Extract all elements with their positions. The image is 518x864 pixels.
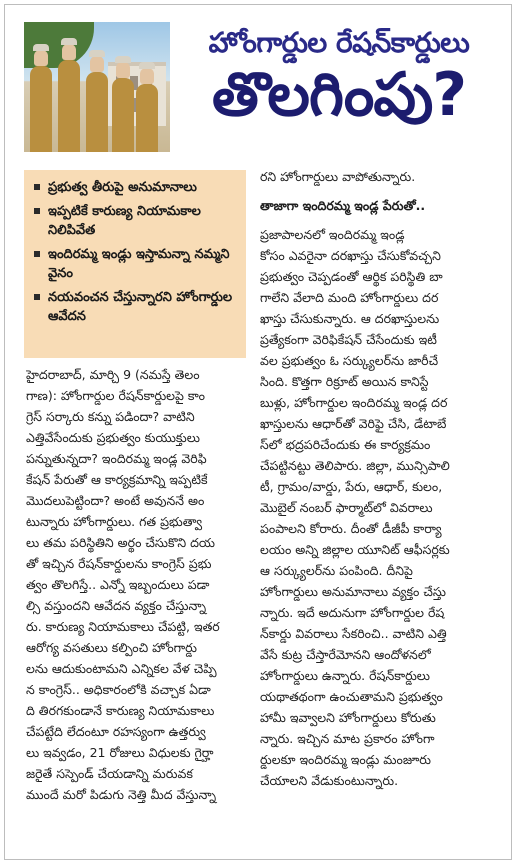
- text-line: త్వం తొలగిస్తే.. ఎన్నో ఇబ్బందులు పడా: [26, 577, 210, 592]
- text-line: వల ప్రభుత్వం ఓ సర్క్యులర్‌ను జారీచే: [260, 353, 439, 368]
- text-line: రు. కారుణ్య నియామకాలు చేపట్టి, ఇతర: [26, 619, 220, 634]
- text-line: స్‌లో భద్రపరిచేందుకు ఈ కార్యక్రమం: [260, 437, 431, 452]
- text-line: ది తిరగకుండానే కారుణ్య నియామకాలు: [26, 703, 215, 718]
- text-line: మొబైల్ నంబర్ ఫార్మాట్‌లో వివరాలు: [260, 500, 433, 515]
- section-subheading: తాజాగా ఇందిరమ్మ ఇండ్ల పేరుతో..: [260, 198, 426, 213]
- text-line: ప్రభుత్వం చెప్పడంతో ఆర్థిక పరిస్థితి బా: [260, 269, 443, 284]
- text-line: హోంగార్డులు ఉన్నారు. రేషన్‌కార్డులు: [260, 668, 430, 683]
- text-line: ఖాస్తు చేసుకున్నారు. ఆ దరఖాస్తులను: [260, 311, 440, 326]
- text-line: గాలేని వేలాది మంది హోంగార్డులు దర: [260, 290, 439, 305]
- headline-line-1: హోంగార్డుల రేషన్‌కార్డులు: [208, 26, 470, 59]
- text-line: న్‌కార్డు వివరాలు సేకరించి.. వాటిని ఎత్తి: [260, 626, 447, 641]
- text-line: కోసం ఎవరైనా దరఖాస్తు చేసుకోవచ్చని: [260, 248, 441, 263]
- highlight-item: [34, 178, 238, 197]
- article-column-left: [26, 364, 244, 805]
- home-guards-photo: [24, 22, 170, 152]
- photo-guard: [112, 78, 134, 152]
- bullet-square-icon: [34, 251, 40, 257]
- text-line: లను ఆదుకుంటామని ఎన్నికల వేళ చెప్పి: [26, 661, 217, 676]
- text-line: బుళ్లు, హోంగార్డుల ఇందిరమ్మ ఇండ్ల దర: [260, 395, 448, 410]
- text-line: చేపట్టేది లేదంటూ రహస్యంగా ఉత్తర్వు: [26, 724, 206, 739]
- text-line: తో ఇచ్చిన రేషన్‌కార్డులను కాంగ్రెస్ ప్రభు: [26, 556, 212, 571]
- text-line: మొదలుపెట్టిందా? అంటే అవుననే అం: [26, 493, 205, 508]
- highlight-text: ఇప్పటికే కారుణ్య నియామకాల నిలిపివేత: [48, 204, 201, 238]
- text-line: లయం అన్ని జిల్లాల యూనిట్ ఆఫీసర్లకు: [260, 542, 450, 557]
- text-line: ప్రజాపాలనలో ఇందిరమ్మ ఇండ్ల: [260, 227, 405, 242]
- text-line: ఆ సర్క్యులర్‌ను పంపింది. దీనిపై: [260, 563, 413, 578]
- highlight-item: [34, 288, 238, 326]
- text-line: హైదరాబాద్, మార్చి 9 (నమస్తే తెలం: [26, 367, 200, 382]
- text-line: టీ, గ్రామం/వార్డు, పేరు, ఆధార్, కులం,: [260, 479, 443, 494]
- text-line: జరైతే సస్పెండ్ చేయడాన్ని మరువక: [26, 766, 193, 781]
- highlight-text: నయవంచన చేస్తున్నారని హోంగార్డుల ఆవేదన: [48, 290, 233, 324]
- text-line: వేసే కుట్ర చేస్తారేమోనని ఆందోళనలో: [260, 647, 431, 662]
- text-line: న కాంగ్రెస్.. అధికారంలోకి వచ్చాక ఏడా: [26, 682, 211, 697]
- text-line: ఆరోగ్య వసతులు కల్పించి హోంగార్డు: [26, 640, 197, 655]
- photo-guard: [58, 60, 80, 152]
- text-line: రని హోంగార్డులు వాపోతున్నారు.: [260, 169, 416, 184]
- highlight-item: [34, 245, 238, 283]
- text-line: టున్నారు హోంగార్డులు. గత ప్రభుత్వా: [26, 514, 203, 529]
- text-line: చేపట్టినట్టు తెలిపారు. జిల్లా, మున్సిపాలి: [260, 458, 450, 473]
- text-line: గాణ): హోంగార్డుల రేషన్‌కార్డులపై కాం: [26, 388, 205, 403]
- text-line: లు ఇవ్వడం, 21 రోజులు విధులకు గైర్హా: [26, 745, 214, 760]
- text-line: యథాతథంగా ఉంచుతామని ప్రభుత్వం: [260, 689, 443, 704]
- text-line: ఎత్తివేసేందుకు ప్రభుత్వం కుయుక్తులు: [26, 430, 200, 445]
- text-line: న్నారు. ఇచ్చిన మాట ప్రకారం హోంగా: [260, 731, 435, 746]
- text-line: కేషన్ పేరుతో ఆ కార్యక్రమాన్ని ఇప్పటికే: [26, 472, 208, 487]
- highlight-text: ప్రభుత్వ తీరుపై అనుమానాలు: [48, 180, 197, 195]
- text-line: లు తమ పరిస్థితిని అర్థం చేసుకొని దయ: [26, 535, 215, 550]
- text-line: గ్రెస్ సర్కారు కన్ను పడిందా? వాటిని: [26, 409, 195, 424]
- text-line: న్నారు. ఇదే అదునుగా హోంగార్డుల రేష: [260, 605, 445, 620]
- photo-guard: [136, 84, 158, 152]
- bullet-square-icon: [34, 294, 40, 300]
- text-line: సింది. కొత్తగా రిక్రూట్ అయిన కానిస్టే: [260, 374, 429, 389]
- photo-guard: [30, 66, 52, 152]
- text-line: ర్డులకూ ఇందిరమ్మ ఇండ్లు మంజూరు: [260, 752, 431, 767]
- text-line: ప్రత్యేకంగా వెరిఫికేషన్ చేసేందుకు ఇటీ: [260, 332, 437, 347]
- article-column-right: [260, 166, 500, 791]
- headline-line-2: తొలగింపు?: [211, 60, 467, 130]
- photo-guard: [86, 72, 108, 152]
- bullet-square-icon: [34, 208, 40, 214]
- highlight-text: ఇందిరమ్మ ఇండ్లు ఇస్తామన్నా నమ్మని వైనం: [48, 247, 230, 281]
- text-line: ఖాస్తులను ఆధార్‌తో వెరిఫై చేసి, డేటాబే: [260, 416, 447, 431]
- text-line: పన్నుతున్నదా? ఇందిరమ్మ ఇండ్ల వెరిఫి: [26, 451, 207, 466]
- text-line: హామీ ఇవ్వాలని హోంగార్డులు కోరుతు: [260, 710, 436, 725]
- text-line: ముందే మరో పిడుగు నెత్తి మీద వేస్తున్నా: [26, 787, 217, 802]
- highlights-box: [24, 170, 246, 358]
- text-line: హోంగార్డులు అనుమానాలు వ్యక్తం చేస్తు: [260, 584, 446, 599]
- highlight-item: [34, 202, 238, 240]
- bullet-square-icon: [34, 184, 40, 190]
- text-line: పంపాలని కోరారు. దీంతో డీజీపీ కార్యా: [260, 521, 442, 536]
- text-line: చేయాలని వేడుకుంటున్నారు.: [260, 773, 399, 788]
- text-line: ల్సి వస్తుందని ఆవేదన వ్యక్తం చేస్తున్నా: [26, 598, 207, 613]
